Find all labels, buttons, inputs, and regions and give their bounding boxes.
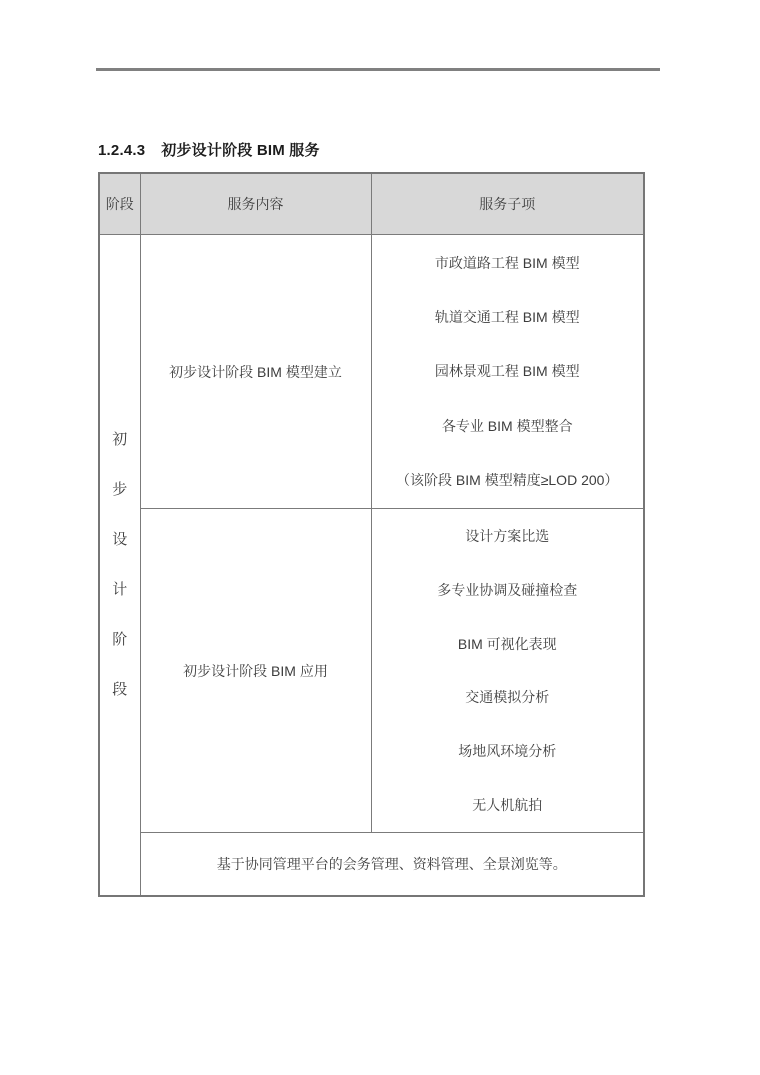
service-content-label: 初步设计阶段 BIM 应用 <box>183 662 328 679</box>
subitem: 轨道交通工程 BIM 模型 <box>434 309 580 326</box>
stage-cell <box>99 235 140 896</box>
subitem: 交通模拟分析 <box>465 689 550 706</box>
subitem: （该阶段 BIM 模型精度≥LOD 200） <box>396 472 619 489</box>
section-title: 初步设计阶段 BIM 服务 <box>161 142 320 159</box>
table-header-row <box>99 173 644 235</box>
service-content-cell <box>140 235 371 509</box>
subitem: 市政道路工程 BIM 模型 <box>434 254 580 271</box>
section-heading <box>98 139 320 160</box>
subitem-list <box>372 236 644 508</box>
stage-char: 初 <box>112 430 128 448</box>
subitem: 园林景观工程 BIM 模型 <box>434 363 580 380</box>
service-subitems-cell <box>371 509 644 833</box>
subitem: 场地风环境分析 <box>458 742 557 759</box>
table-row <box>99 509 644 833</box>
service-subitems-cell <box>371 235 644 509</box>
table-row <box>99 833 644 896</box>
stage-char: 阶 <box>112 630 128 648</box>
subitem: 多专业协调及碰撞检查 <box>437 581 578 598</box>
stage-char: 段 <box>112 680 128 698</box>
column-header-service-content: 服务内容 <box>140 173 371 235</box>
table-row <box>99 235 644 509</box>
service-content-label: 初步设计阶段 BIM 模型建立 <box>169 363 342 380</box>
bim-services-table <box>98 172 645 897</box>
platform-footer-cell: 基于协同管理平台的会务管理、资料管理、全景浏览等。 <box>140 833 644 896</box>
subitem-list <box>372 510 644 832</box>
stage-char: 设 <box>112 530 128 548</box>
section-number: 1.2.4.3 <box>98 142 146 159</box>
subitem: 设计方案比选 <box>465 528 550 545</box>
stage-char: 计 <box>112 580 128 598</box>
subitem: 无人机航拍 <box>472 796 543 813</box>
service-content-cell <box>140 509 371 833</box>
column-header-stage: 阶段 <box>99 173 140 235</box>
subitem: 各专业 BIM 模型整合 <box>441 417 573 434</box>
stage-vertical-label <box>100 415 140 715</box>
subitem: BIM 可视化表现 <box>457 635 557 652</box>
header-rule-divider <box>96 68 660 71</box>
stage-char: 步 <box>112 480 128 498</box>
column-header-service-subitem: 服务子项 <box>371 173 644 235</box>
